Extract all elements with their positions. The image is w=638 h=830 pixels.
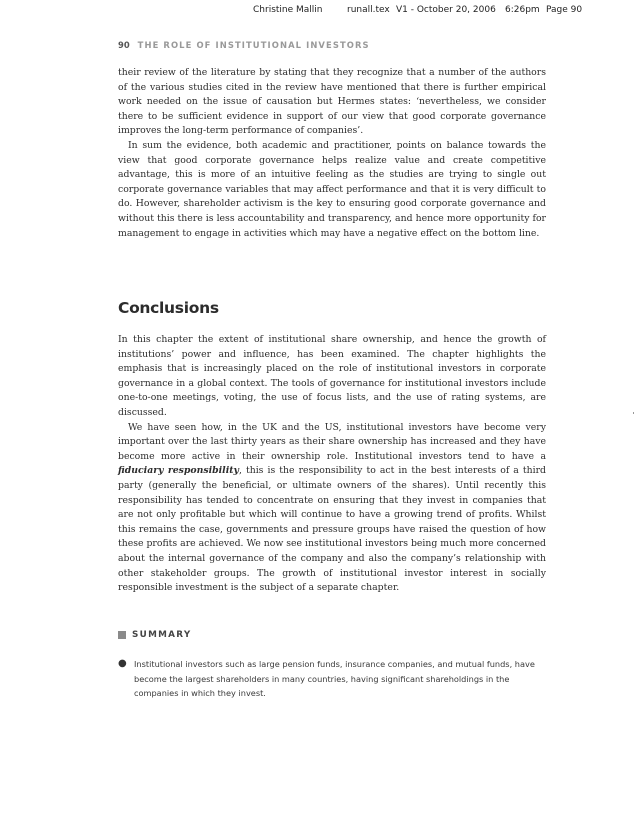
conclusions-heading: Conclusions	[118, 299, 219, 317]
paragraph-2-after: , this is the responsibility to act in the best interests of a third party (generally the beneficial, or ultimate owners of the shares). Until recently this responsibility has tended to concentrate on ensuring that they invest in companies that are not only profitable but which will continue to have a growing trend of profits. Whilst this remains the case, governments and pressure groups have raised the question of how these profits are achieved. We now see institutional investors being much more concerned about the internal governance of the company and also the company’s relationship with other stakeholder groups. The growth of institutional investor interest in socially responsible investment is the subject of a separate chapter.	[118, 465, 547, 594]
summary-item-text: Institutional investors such as large pension funds, insurance companies, and mutual funds, have become the largest shareholders in many countries, having significant shareholdings in the companies in which they invest.	[134, 659, 535, 699]
chapter-title: THE ROLE OF INSTITUTIONAL INVESTORS	[137, 40, 370, 50]
square-bullet-icon	[118, 631, 126, 639]
conclusions-text	[118, 333, 546, 596]
summary-list	[118, 657, 550, 701]
summary-heading	[118, 630, 192, 640]
intro-paragraph-2: In sum the evidence, both academic and practitioner, points on balance towards the view that good corporate governance helps realize value and create competitive advantage, this is more of an intuitive feeling as the studies are trying to single out corporate governance variables that may affect performance and that it is very difficult to do. However, shareholder activism is the key to ensuring good corporate governance and without this there is less accountability and transparency, and hence more opportunity for management to engage in activities which may have a negative effect on the bottom line.	[118, 139, 546, 239]
bullet-icon: ●	[118, 658, 127, 669]
summary-heading-text: SUMMARY	[132, 630, 192, 640]
intro-paragraph-1: their review of the literature by stating that they recognize that a number of the authors of the various studies cited in the review have mentioned that there is further empirical work needed on the issue of causation but Hermes states: ‘nevertheless, we consider there to be sufficient evidence in support of our view that good corporate governance improves the long-term performance of companies’.	[118, 67, 546, 137]
summary-item	[118, 657, 550, 701]
paragraph-2-before: We have seen how, in the UK and the US, institutional investors have become very important over the last thirty years as their share ownership has increased and they have become more active in their ownership role. Institutional investors tend to have a	[118, 421, 546, 462]
author-name: Christine Mallin	[253, 5, 323, 15]
conclusions-paragraph-2	[118, 421, 546, 596]
file-name: runall.tex	[347, 5, 390, 15]
conclusions-paragraph-1: In this chapter the extent of institutional share ownership, and hence the growth of institutions’ power and influence, has been examined. The chapter highlights the emphasis that is increasingly placed on the role of institutional investors in corporate governance in a global context. The tools of governance for institutional investors include one-to-one meetings, voting, the use of focus lists, and the use of rating systems, are discussed.	[118, 334, 546, 418]
margin-mark	[633, 412, 634, 414]
fiduciary-term: fiduciary responsibility	[118, 465, 239, 477]
version-date: V1 - October 20, 2006	[396, 5, 496, 15]
running-head	[118, 40, 370, 50]
intro-text	[118, 66, 546, 241]
page-label: Page 90	[546, 5, 583, 15]
time-stamp: 6:26pm	[505, 5, 540, 15]
page-number: 90	[118, 40, 130, 50]
